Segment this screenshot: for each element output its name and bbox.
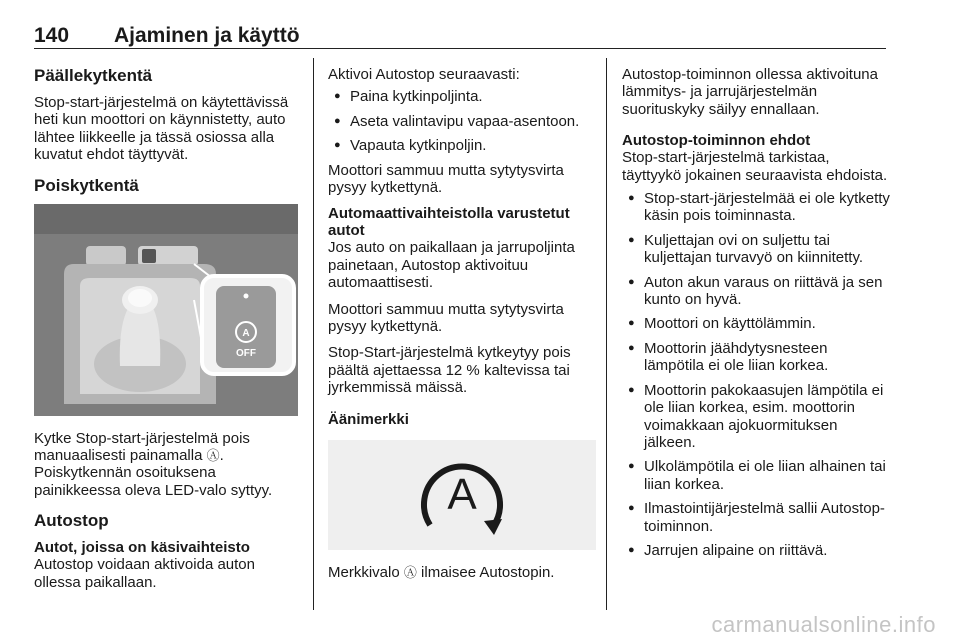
list-item: ● Moottori on käyttölämmin. [622,315,890,332]
conditions-list [622,190,890,559]
autostop-symbol-letter: A [447,469,477,519]
heading-poiskytkenta: Poiskytkentä [34,175,139,195]
list-item: ● Moottorin pakokaasujen lämpötila ei ole liian korkea, esim. moottorin voimakkaan ajokuormituksen jälkeen. [622,382,890,452]
list-item: ● Moottorin jäähdytysnesteen lämpötila ei ole liian korkea. [622,340,890,375]
autostop-indicator-icon: Ⓐ [403,564,417,580]
paragraph-engine-stop-1: Moottori sammuu mutta sytytysvirta pysyy kytkettynä. [328,161,564,197]
list-item: ● Vapauta kytkinpoljin. [328,137,596,154]
photo-off-label: OFF [236,347,256,359]
heading-signal: Äänimerkki [328,410,409,428]
page-number: 140 [34,24,70,47]
header-rule [34,48,886,49]
paragraph-slope: Stop-Start-järjestelmä kytkeytyy pois päältä ajettaessa 12 % kaltevissa tai jyrkemmissä mäissä. [328,344,571,397]
list-item: ● Aseta valintavipu vapaa-asentoon. [328,113,596,130]
paragraph-activation: Stop-start-järjestelmä on käytettävissä heti kun moottori on käynnistetty, auto lähtee liikkeelle ja tässä osiossa alla kuvatut ehdot täyttyvät. [34,94,289,164]
console-photo [34,204,298,416]
list-item: ● Stop-start-järjestelmää ei ole kytketty käsin pois toiminnasta. [622,190,890,225]
heading-automatic-transmission: Automaattivaihteistolla varustetut autot [328,205,570,240]
paragraph-manual-off: Kytke Stop-start-järjestelmä pois manuaalisesti painamalla Ⓐ. Poiskytkennän osoituksena painikkeessa oleva LED-valo syttyy. [34,429,273,499]
paragraph-automatic-autostop: Jos auto on paikallaan ja jarrupoljinta painetaan, Autostop aktivoituu automaattisesti. [328,239,575,292]
list-item: ● Jarrujen alipaine on riittävä. [622,542,890,559]
column-divider-2 [606,58,607,610]
heading-autostop-conditions: Autostop-toiminnon ehdot [622,132,811,150]
heading-manual-transmission: Autot, joissa on käsivaihteisto [34,539,250,557]
paragraph-engine-stop-2: Moottori sammuu mutta sytytysvirta pysyy kytkettynä. [328,300,564,336]
heading-paallekytkenta: Päällekytkentä [34,66,153,85]
column-2 [328,66,596,590]
list-item: ● Auton akun varaus on riittävä ja sen kunto on hyvä. [622,274,890,309]
console-illustration [34,204,298,416]
paragraph-heating: Autostop-toiminnon ollessa aktivoituna lämmitys- ja jarrujärjestelmän suorituskyky säilyy ennallaan. [622,66,878,118]
heading-autostop: Autostop [34,511,109,531]
svg-text:A: A [242,327,250,339]
list-item: ● Ilmastointijärjestelmä sallii Autostop-toiminnon. [622,500,890,535]
column-divider-1 [313,58,314,610]
column-1 [34,66,302,600]
list-item: ● Kuljettajan ovi on suljettu tai kuljettajan turvavyö on kiinnitetty. [622,232,890,267]
chapter-title: Ajaminen ja käyttö [114,24,300,47]
autostop-symbol-box [328,440,596,550]
watermark: carmanualsonline.info [711,612,936,637]
autostop-symbol-icon [402,445,522,545]
column-3 [622,66,890,566]
paragraph-autostop-intro: Aktivoi Autostop seuraavasti: [328,66,520,83]
paragraph-indicator: Merkkivalo Ⓐ ilmaisee Autostopin. [328,563,555,581]
list-item: ● Ulkolämpötila ei ole liian alhainen tai liian korkea. [622,458,890,493]
autostop-steps [328,88,596,154]
paragraph-manual-autostop: Autostop voidaan aktivoida auton ollessa paikallaan. [34,556,255,591]
paragraph-conditions-intro: Stop-start-järjestelmä tarkistaa, täyttyykö jokainen seuraavista ehdoista. [622,149,888,184]
list-item: ● Paina kytkinpoljinta. [328,88,596,105]
autostop-off-icon: Ⓐ [206,448,220,464]
